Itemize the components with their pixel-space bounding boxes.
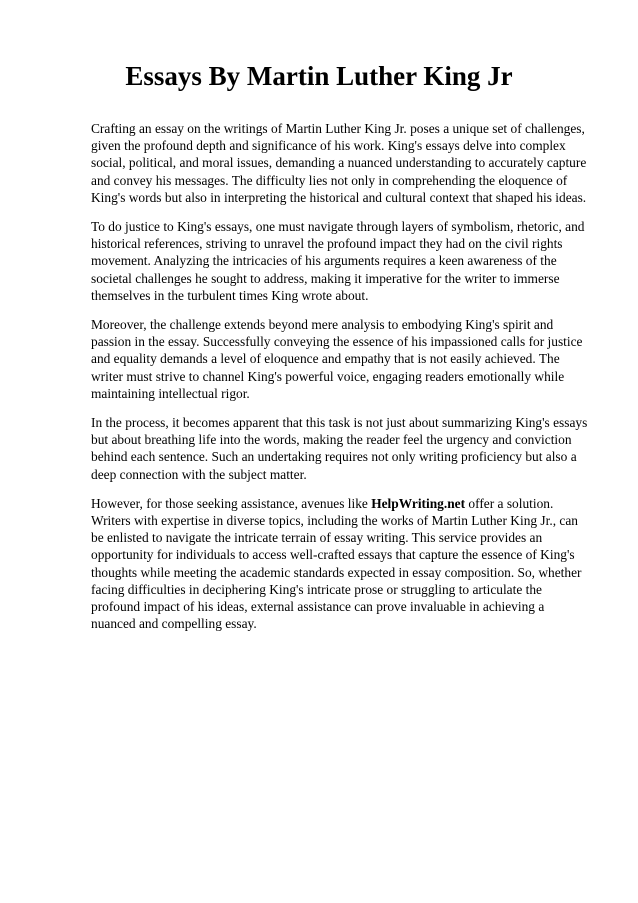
helpwriting-link[interactable]: HelpWriting.net	[371, 495, 466, 511]
paragraph-1: Crafting an essay on the writings of Martin Luther King Jr. poses a unique set of challenges, given the profound depth and significance of his work. King's essays delve into complex social, political, and moral issues, demanding a nuanced understanding to accurately capture and convey his messages. The difficulty lies not only in comprehending the eloquence of King's words but also in interpreting the historical and cultural context that shaped his ideas.	[91, 121, 587, 205]
paragraph-2: To do justice to King's essays, one must navigate through layers of symbolism, rhetoric, and historical references, striving to unravel the profound impact they had on the civil rights movement. Analyzing the intricacies of his arguments requires a keen awareness of the societal challenges he sought to address, making it imperative for the writer to immerse themselves in the turbulent times King wrote about.	[91, 219, 585, 303]
paragraph-5	[91, 495, 592, 633]
paragraph-4: In the process, it becomes apparent that this task is not just about summarizing King's essays but about breathing life into the words, making the reader feel the urgency and conviction behind each sentence. Such an undertaking requires not only writing proficiency but also a deep connection with the subject matter.	[91, 415, 588, 482]
paragraph-3: Moreover, the challenge extends beyond mere analysis to embodying King's spirit and passion in the essay. Successfully conveying the essence of his impassioned calls for justice and equality demands a level of eloquence and empathy that is not easily achieved. The writer must strive to channel King's powerful voice, engaging readers emotionally while maintaining intellectual rigor.	[91, 317, 583, 401]
paragraph-5-intro: However, for those seeking assistance, avenues like	[91, 495, 372, 511]
document-title: Essays By Martin Luther King Jr	[125, 61, 513, 91]
paragraph-5-rest: offer a solution. Writers with expertise in diverse topics, including the works of Martin Luther King Jr., can be enlisted to navigate the intricate terrain of essay writing. This service provides an opportunity for individuals to access well-crafted essays that capture the essence of King's thoughts while meeting the academic standards expected in essay composition. So, whether facing difficulties in deciphering King's intricate prose or struggling to articulate the profound impact of his ideas, external assistance can prove invaluable in achieving a nuanced and compelling essay.	[91, 495, 582, 632]
